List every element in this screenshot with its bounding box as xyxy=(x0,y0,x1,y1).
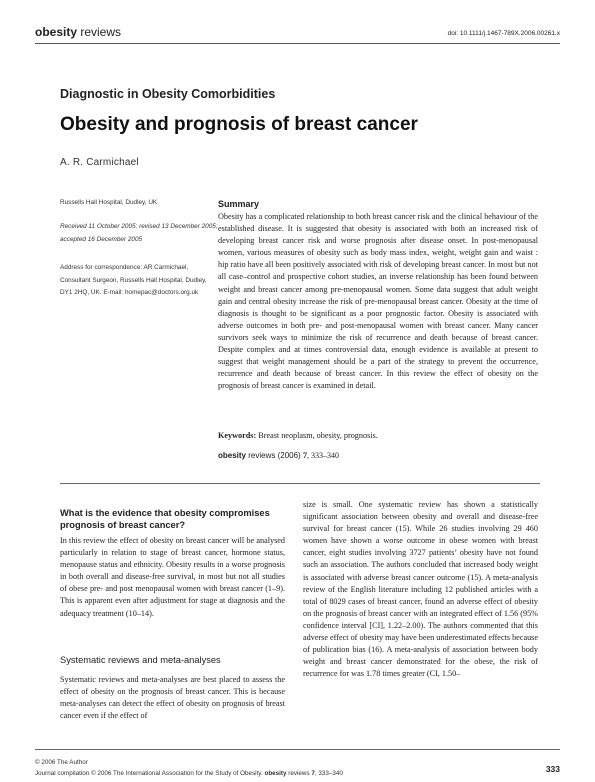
systematic-paragraph: Systematic reviews and meta-analyses are best placed to assess the effect of obesity on the prognosis of breast cancer. This is because meta-analyses can detect the effect of obesity on prognosis of breast cancer even if the effect of xyxy=(60,675,285,721)
section-divider xyxy=(60,483,540,484)
citation-journal-rest: reviews (2006) xyxy=(246,451,303,460)
journal-name-rest: reviews xyxy=(77,25,122,39)
journal-name-bold: obesity xyxy=(35,25,78,39)
footer-pages: , 333–340 xyxy=(314,770,343,777)
journal-name xyxy=(35,25,121,39)
keywords-list: Breast neoplasm, obesity, prognosis. xyxy=(256,431,378,440)
section-label: Diagnostic in Obesity Comorbidities xyxy=(60,87,276,101)
page-number: 333 xyxy=(545,764,560,774)
article-title: Obesity and prognosis of breast cancer xyxy=(60,114,418,135)
affiliation: Russells Hall Hospital, Dudley, UK xyxy=(60,199,158,206)
author-name: A. R. Carmichael xyxy=(60,157,139,168)
citation-journal: obesity xyxy=(218,451,247,460)
copyright: © 2006 The Author xyxy=(35,759,88,766)
citation-volume: 7 xyxy=(302,451,307,460)
footer-volume: 7 xyxy=(311,770,315,777)
received-dates: Received 11 October 2005; revised 13 December 2005; accepted 16 December 2005 xyxy=(60,223,218,243)
keywords xyxy=(218,430,538,442)
footer-rule xyxy=(35,749,560,750)
journal-compilation xyxy=(35,770,343,777)
correspondence-address: Address for correspondence: AR Carmichael, Consultant Surgeon, Russells Hall Hospital, Dudley, DY1 2HQ, UK. E-mail: homepac@doctors.org.uk xyxy=(60,264,207,297)
systematic-heading: Systematic reviews and meta-analyses xyxy=(60,655,221,665)
summary-heading: Summary xyxy=(218,199,260,209)
header-rule xyxy=(35,43,560,44)
evidence-paragraph: In this review the effect of obesity on breast cancer will be analysed particularly in relation to stage of breast cancer, hormone status, menopause status and ethnicity. Obesity results in a worse prognosis in both overall and disease-free survival, in most but not all studies of obese pre- and post menopausal women with breast cancer (1–9). This is apparent even after adjustment for stage at diagnosis and the adequacy treatment (10–14). xyxy=(60,536,285,618)
keywords-label: Keywords: xyxy=(218,431,257,440)
right-column-paragraph: size is small. One systematic review has shown a statistically significant association between obesity and overall and disease-free survival for breast cancer (15). While 26 studies involving 29 460 women have shown a worse outcome in obese women with breast cancer, eight studies involving 3727 patients’ obesity have not found such an association. The authors concluded that increased body weight is associated with adverse breast cancer outcome (15). A meta-analysis review of the English literature including 12 published articles with a total of 8029 cases of breast cancer, found an adverse effect of obesity on the prognosis of breast cancer with an integrated effect of 1.56 (95% confidence interval [CI], 1.22–2.00). The authors commented that this adverse effect of obesity may have been underestimated effects because of publication bias (16). A meta-analysis of association between body weight and breast cancer demonstrated for the obese, the risk of recurrence for was 1.78 times greater (CI, 1.50– xyxy=(303,500,538,679)
citation-pages: , 333–340 xyxy=(306,451,339,460)
summary-text: Obesity has a complicated relationship to both breast cancer risk and the clinical behaviour of the established disease. It is suggested that obesity is associated with both an increased risk of developing breast cancer risk and worse prognosis after disease onset. In post-menopausal women, various measures of obesity such as body mass index, weight, weight gain and waist : hip ratio have all been positively associated with risk of developing breast cancer. In most but not all case–control and prospective cohort studies, an inverse relationship has been found between weight and breast cancer among pre-menopausal women. Some data suggest that adult weight gain and central obesity increase the risk of pre-menopausal breast cancer. Obesity at the time of diagnosis is thought to be significant as a poor prognostic factor. Obesity is associated with adverse outcomes in both pre- and post-menopausal women with breast cancer. Many cancer survivors seek ways to minimize the risk of recurrence and death because of breast cancer. Despite complex and at times controversial data, enough evidence is available at present to suggest that weight management should be a part of the strategy to prevent the occurrence, recurrence and death because of breast cancer. In this review the effect of obesity on the prognosis of breast cancer is examined in detail. xyxy=(218,212,538,391)
footer-journal-rest: reviews xyxy=(286,770,312,777)
citation xyxy=(218,451,339,460)
footer-journal-bold: obesity xyxy=(264,770,287,777)
journal-compilation-prefix: Journal compilation © 2006 The International Association for the Study of Obesity. xyxy=(35,770,265,777)
doi-link[interactable]: doi: 10.1111/j.1467-789X.2006.00261.x xyxy=(447,30,560,37)
evidence-heading: What is the evidence that obesity compromises prognosis of breast cancer? xyxy=(60,508,270,530)
